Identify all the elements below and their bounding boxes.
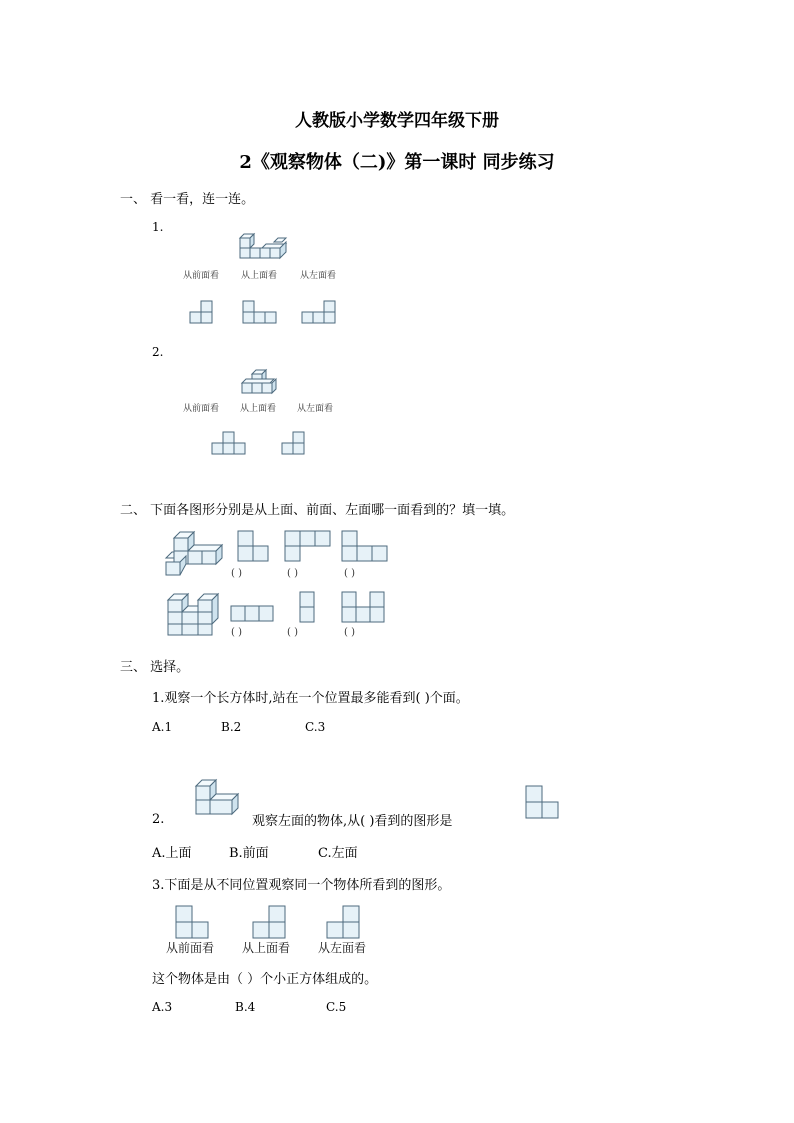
s3-q3-view-top bbox=[253, 906, 287, 940]
s2-row2-view-c bbox=[342, 592, 388, 624]
s3-q1-option-b[interactable]: B.2 bbox=[221, 720, 242, 734]
s3-q2-option-c[interactable]: C.左面 bbox=[318, 846, 358, 861]
section3-heading: 三、 选择。 bbox=[120, 660, 190, 675]
s2-row1-view-c bbox=[342, 531, 388, 563]
s1-q2-label-front: 从前面看 bbox=[183, 404, 220, 414]
s3-q3-view-left bbox=[327, 906, 361, 940]
s3-q2-option-a[interactable]: A.上面 bbox=[152, 846, 192, 861]
s3-q3-option-b[interactable]: B.4 bbox=[235, 1000, 256, 1014]
s3-q2-view-shape bbox=[526, 786, 562, 822]
s3-q2-text: 观察左面的物体,从( )看到的图形是 bbox=[252, 814, 453, 829]
s2-row2-answer-c[interactable]: ( ) bbox=[344, 627, 355, 638]
s3-q3-view-front bbox=[176, 906, 210, 940]
s1-q1-label-front: 从前面看 bbox=[183, 271, 220, 281]
s2-row2-answer-a[interactable]: ( ) bbox=[231, 627, 242, 638]
s3-q3-option-c[interactable]: C.5 bbox=[326, 1000, 347, 1014]
s2-row1-answer-a[interactable]: ( ) bbox=[231, 568, 242, 579]
s2-row2-view-a bbox=[231, 606, 277, 624]
s3-q2-solid-figure bbox=[194, 780, 242, 820]
s3-q3-label-left: 从左面看 bbox=[318, 941, 367, 955]
s3-q2-option-b[interactable]: B.前面 bbox=[229, 846, 269, 861]
s1-q2-label-left: 从左面看 bbox=[297, 404, 334, 414]
s2-row2-view-b bbox=[300, 592, 318, 624]
s1-q2-view-shape-b[interactable] bbox=[282, 431, 306, 455]
s1-q1-label-left: 从左面看 bbox=[300, 271, 337, 281]
s3-q3-option-a[interactable]: A.3 bbox=[152, 1000, 173, 1014]
s2-row2-solid-figure bbox=[166, 594, 222, 636]
s3-q3-text: 3.下面是从不同位置观察同一个物体所看到的图形。 bbox=[152, 878, 451, 893]
page-subtitle: 2《观察物体（二)》第一课时 同步练习 bbox=[239, 152, 555, 173]
s3-q1-text: 1.观察一个长方体时,站在一个位置最多能看到( )个面。 bbox=[152, 691, 469, 706]
s1-q2-label-top: 从上面看 bbox=[240, 404, 277, 414]
s2-row1-view-b bbox=[285, 531, 331, 563]
page-title: 人教版小学数学四年级下册 bbox=[295, 111, 499, 131]
s2-row2-answer-b[interactable]: ( ) bbox=[287, 627, 298, 638]
s3-q2-number: 2. bbox=[152, 812, 165, 827]
s1-q1-view-shape-a[interactable] bbox=[190, 300, 214, 324]
s2-row1-solid-figure bbox=[164, 532, 224, 578]
s1-q2-solid-figure bbox=[240, 368, 280, 398]
s2-row1-view-a bbox=[238, 531, 270, 563]
s3-q3-label-top: 从上面看 bbox=[242, 941, 291, 955]
s3-q1-option-a[interactable]: A.1 bbox=[152, 720, 173, 734]
section1-heading: 一、 看一看，连一连。 bbox=[120, 192, 255, 207]
s3-q3-label-front: 从前面看 bbox=[166, 941, 215, 955]
s2-row1-answer-c[interactable]: ( ) bbox=[344, 568, 355, 579]
s1-q2-view-shape-a[interactable] bbox=[212, 431, 248, 455]
s3-q3-question: 这个物体是由（ ）个小正方体组成的。 bbox=[152, 972, 378, 987]
s2-row1-answer-b[interactable]: ( ) bbox=[287, 568, 298, 579]
section2-heading: 二、 下面各图形分别是从上面、前面、左面哪一面看到的？填一填。 bbox=[120, 503, 515, 518]
s1-q1-solid-figure bbox=[238, 234, 288, 266]
s1-q1-view-shape-c[interactable] bbox=[302, 300, 338, 324]
s1-q2-number: 2. bbox=[152, 345, 164, 359]
s3-q1-option-c[interactable]: C.3 bbox=[305, 720, 326, 734]
s1-q1-label-top: 从上面看 bbox=[241, 271, 278, 281]
s1-q1-view-shape-b[interactable] bbox=[243, 300, 279, 324]
s1-q1-number: 1. bbox=[152, 220, 164, 234]
